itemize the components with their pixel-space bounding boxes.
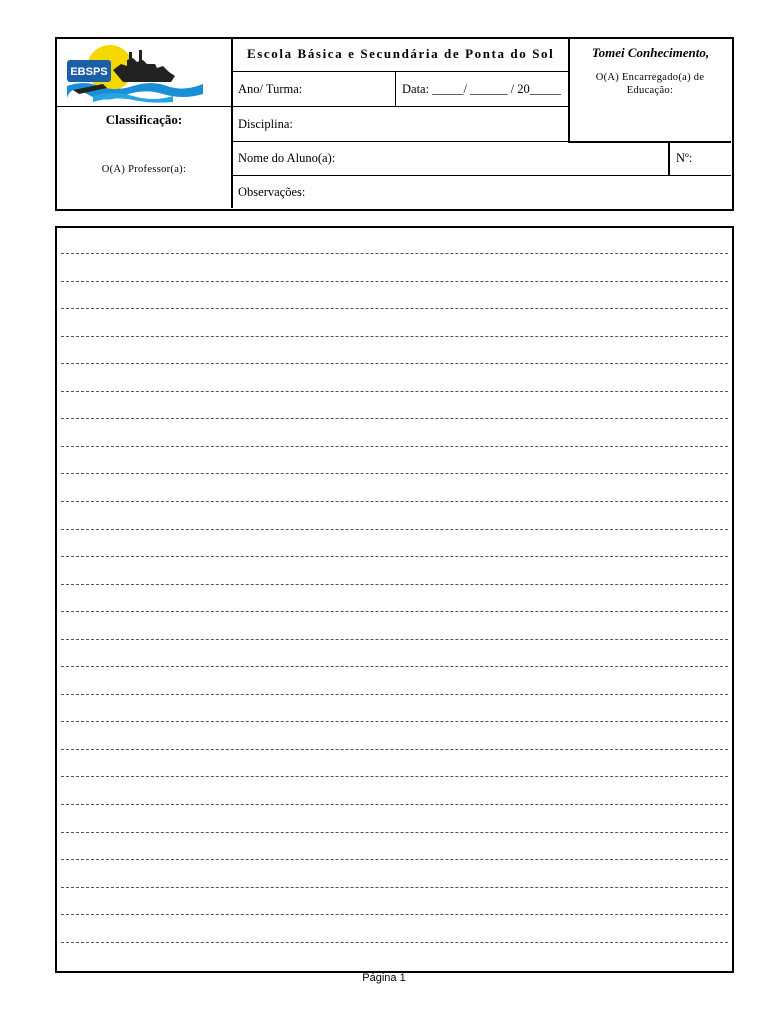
divider [568,141,731,143]
writing-line [61,749,728,750]
logo-text: EBSPS [70,66,108,78]
writing-line [61,473,728,474]
divider [231,39,233,208]
classificacao-label: Classificação: [105,112,183,127]
observacoes-label: Observações: [238,185,306,199]
writing-line [61,611,728,612]
tomei-label: Tomei Conhecimento, [591,45,710,60]
encarregado-label: O(A) Encarregado(a) de Educação: [595,72,705,96]
writing-line [61,666,728,667]
divider [231,106,568,107]
ano-turma-label: Ano/ Turma: [238,82,303,96]
writing-line [61,501,728,502]
divider [395,71,396,106]
writing-line [61,639,728,640]
page-number: Página 1 [362,972,406,984]
divider [231,175,731,176]
professor-label: O(A) Professor(a): [101,164,187,175]
disciplina-label: Disciplina: [238,117,293,131]
writing-line [61,556,728,557]
writing-line [61,253,728,254]
writing-line [61,859,728,860]
writing-sheet[interactable] [55,226,734,973]
writing-line [61,942,728,943]
writing-line [61,281,728,282]
writing-line [61,776,728,777]
writing-line [61,584,728,585]
header-form [55,37,734,211]
writing-line [61,308,728,309]
writing-line [61,446,728,447]
school-name: Escola Básica e Secundária de Ponta do Sol [247,46,555,61]
data-label: Data: _____/ ______ / 20_____ [402,82,562,96]
writing-line [61,336,728,337]
divider [231,141,568,142]
writing-line [61,391,728,392]
writing-line [61,887,728,888]
nome-aluno-label: Nome do Aluno(a): [238,151,336,165]
divider [57,106,231,107]
school-logo [63,42,213,106]
numero-label: Nº: [676,151,693,165]
writing-line [61,363,728,364]
writing-line [61,418,728,419]
writing-line [61,914,728,915]
writing-line [61,804,728,805]
writing-line [61,694,728,695]
writing-line [61,721,728,722]
divider [668,141,670,175]
divider [231,71,568,72]
writing-line [61,832,728,833]
writing-line [61,529,728,530]
